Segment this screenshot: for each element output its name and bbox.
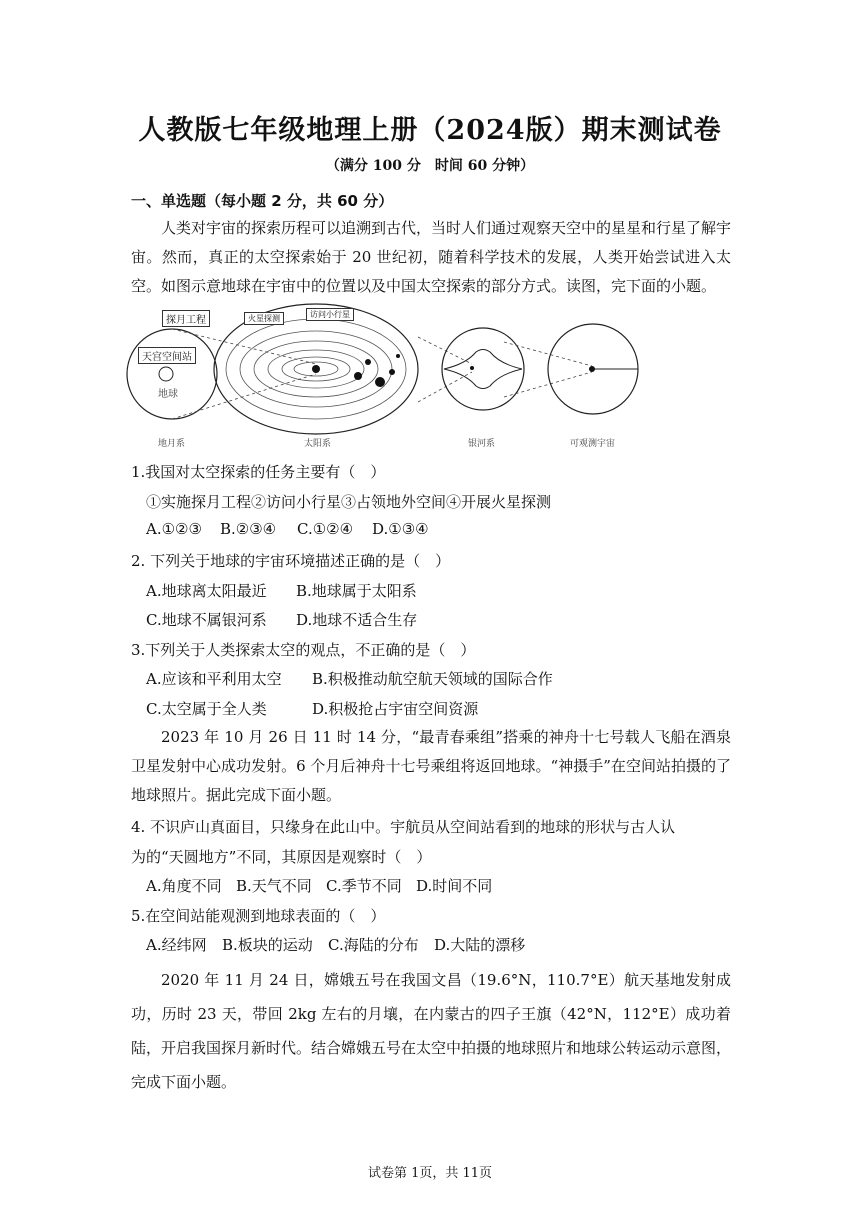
section-heading: 一、单选题（每小题 2 分，共 60 分） <box>131 192 394 210</box>
caption-milky-way: 银河系 <box>468 439 496 449</box>
q1-stem: 1.我国对太空探索的任务主要有（ ） <box>131 463 386 481</box>
q3-option-b[interactable]: B.积极推动航空航天领域的国际合作 <box>312 670 553 688</box>
q2-option-a[interactable]: A.地球离太阳最近 <box>146 582 267 600</box>
page-subtitle: （满分 100 分 时间 60 分钟） <box>325 158 535 174</box>
earth-label: 地球 <box>158 389 178 400</box>
q3-option-a[interactable]: A.应该和平利用太空 <box>146 670 282 688</box>
caption-observable-universe: 可观测宇宙 <box>570 439 616 449</box>
q1-option-a[interactable]: A.①②③ <box>146 520 202 538</box>
q3-option-d[interactable]: D.积极抢占宇宙空间资源 <box>312 700 479 718</box>
q2-option-c[interactable]: C.地球不属银河系 <box>146 611 267 629</box>
page-title: 人教版七年级地理上册（2024版）期末测试卷 <box>138 115 722 146</box>
q4-stem-line-2: 为的“天圆地方”不同，其原因是观察时（ ） <box>131 848 432 866</box>
q4-stem-line-1: 4. 不识庐山真面目，只缘身在此山中。宇航员从空间站看到的地球的形状与古人认 <box>131 818 676 836</box>
universe-figure <box>126 302 736 452</box>
asteroid-label: 访问小行星 <box>306 308 354 321</box>
q3-option-c[interactable]: C.太空属于全人类 <box>146 700 267 718</box>
q2-option-b[interactable]: B.地球属于太阳系 <box>296 582 417 600</box>
q2-option-d[interactable]: D.地球不适合生存 <box>296 611 418 629</box>
intro-paragraph-2: 2023 年 10 月 26 日 11 时 14 分，“最青春乘组”搭乘的神舟十七号载人飞船在酒泉卫星发射中心成功发射。6 个月后神舟十七号乘组将返回地球。“神摄手”在空间站拍摄的了地球照片。据此完成下面小题。 <box>131 728 731 804</box>
q5-option-b[interactable]: B.板块的运动 <box>222 936 313 954</box>
lunar-probe-label: 探月工程 <box>162 310 210 327</box>
mars-probe-label: 火星探测 <box>244 312 284 325</box>
q1-option-d[interactable]: D.①③④ <box>372 520 429 538</box>
caption-solar-system: 太阳系 <box>304 439 332 449</box>
q5-stem: 5.在空间站能观测到地球表面的（ ） <box>131 907 386 925</box>
page-footer: 试卷第 1页，共 11页 <box>367 1166 493 1181</box>
q4-option-b[interactable]: B.天气不同 <box>236 877 312 895</box>
q5-option-c[interactable]: C.海陆的分布 <box>328 936 419 954</box>
tiangong-label: 天宫空间站 <box>138 347 196 364</box>
intro-paragraph-3: 2020 年 11 月 24 日，嫦娥五号在我国文昌（19.6°N，110.7°E）航天基地发射成功，历时 23 天，带回 2kg 左右的月壤，在内蒙古的四子王旗（42°N，112°E）成功着陆，开启我国探月新时代。结合嫦娥五号在太空中拍摄的地球照片和地球公转运动示意图，完成下面小题。 <box>131 971 732 1091</box>
q1-items: ①实施探月工程②访问小行星③占领地外空间④开展火星探测 <box>146 493 552 511</box>
q5-option-a[interactable]: A.经纬网 <box>146 936 207 954</box>
q3-stem: 3.下列关于人类探索太空的观点，不正确的是（ ） <box>131 641 476 659</box>
universe-diagram <box>126 302 736 452</box>
q1-option-c[interactable]: C.①②④ <box>297 520 354 538</box>
q4-option-d[interactable]: D.时间不同 <box>416 877 493 895</box>
q4-option-a[interactable]: A.角度不同 <box>146 877 222 895</box>
q1-option-b[interactable]: B.②③④ <box>220 520 277 538</box>
q2-stem: 2. 下列关于地球的宇宙环境描述正确的是（ ） <box>131 552 451 570</box>
intro-paragraph-1: 人类对宇宙的探索历程可以追溯到古代，当时人们通过观察天空中的星星和行星了解宇宙。然而，真正的太空探索始于 20 世纪初，随着科学技术的发展，人类开始尝试进入太空。如图示意地球在宇宙中的位置以及中国太空探索的部分方式。读图，完下面的小题。 <box>131 219 732 295</box>
q4-option-c[interactable]: C.季节不同 <box>326 877 402 895</box>
q5-option-d[interactable]: D.大陆的漂移 <box>434 936 526 954</box>
caption-earth-moon: 地月系 <box>158 439 186 449</box>
